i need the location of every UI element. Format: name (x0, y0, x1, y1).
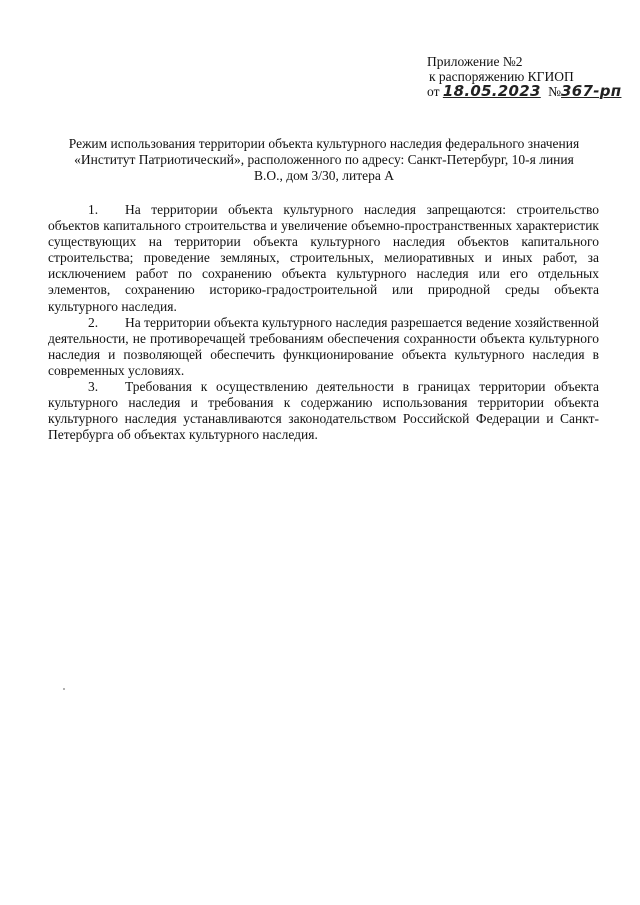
paragraph-number: 2. (88, 314, 99, 330)
paragraph-1 (48, 202, 599, 315)
document-body (48, 202, 599, 443)
handwritten-date: 18.05.2023 (442, 82, 541, 100)
paragraph-2 (48, 315, 599, 379)
paragraph-text: На территории объекта культурного наследия запрещаются: строительство объектов капитального строительства и увеличение объемно-пространственных характеристик существующих на территории объекта культурного наследия объектов капитального строительства; проведение земляных, строительных, мелиоративных и иных работ, за исключением работ по сохранению объекта культурного наследия или его отдельных элементов, сохранению историко-градостроительной или природной среды объекта культурного наследия. (48, 202, 599, 314)
appendix-label: Приложение №2 (427, 54, 523, 69)
number-sign: № (548, 84, 562, 99)
handwritten-number: 367-рп (561, 82, 622, 100)
paragraph-text: На территории объекта культурного наследия разрешается ведение хозяйственной деятельности, не противоречащей требованиям обеспечения сохранности объекта культурного наследия и позволяющей обеспечить функционирование объекта культурного наследия в современных условиях. (48, 314, 599, 378)
paragraph-3 (48, 379, 599, 443)
date-prefix: от (427, 84, 440, 99)
paragraph-number: 1. (88, 202, 99, 217)
paragraph-number: 3. (88, 379, 99, 395)
paragraph-text: Требования к осуществлению деятельности в границах территории объекта культурного наследия и требования к содержанию использования территории объекта культурного наследия устанавливаются законодательством Российской Федерации и Санкт-Петербурга об объектах культурного наследия. (48, 379, 599, 443)
appendix-header (427, 54, 622, 100)
order-reference: к распоряжению КГИОП (429, 69, 574, 84)
document-title: Режим использования территории объекта культурного наследия федерального значения «Институт Патриотический», расположенного по адресу: Санкт-Петербург, 10-я линия В.О., дом 3/30, литера А (68, 136, 580, 184)
order-date-line (427, 82, 622, 100)
scan-speck (63, 688, 65, 690)
